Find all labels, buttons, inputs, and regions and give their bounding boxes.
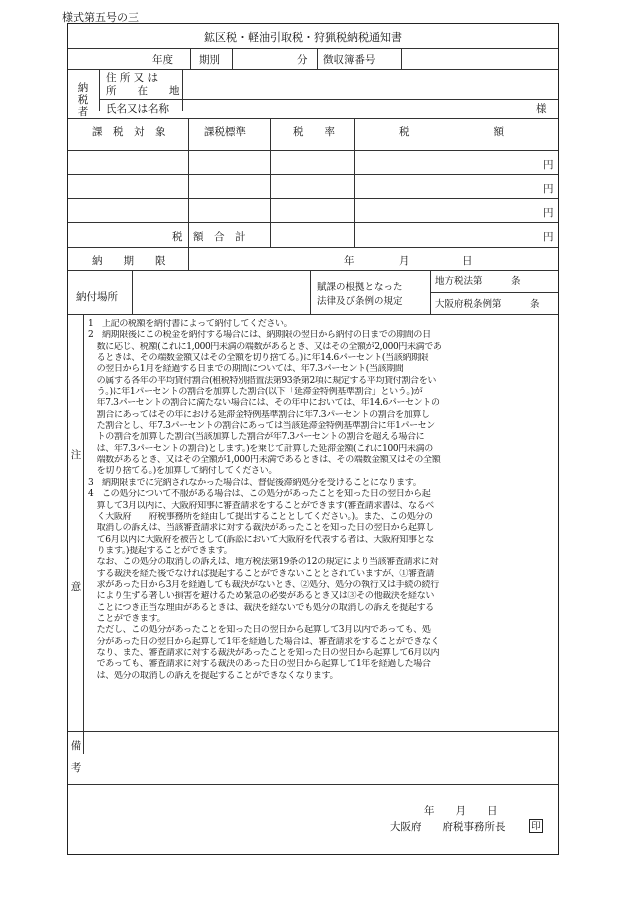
legal-basis-label-line2: 法律及び条例の規定 bbox=[317, 296, 403, 307]
yen-row3: 円 bbox=[543, 207, 554, 219]
osaka-ordinance-article: 大阪府税条例第 条 bbox=[435, 299, 540, 310]
note-line: ただし、この処分があったことを知った日の翌日から起算して3月以内であっても、処 bbox=[88, 625, 431, 636]
column-tax-object: 課 税 対 象 bbox=[92, 126, 166, 138]
note-line: 4 この処分について不服がある場合は、この処分があったことを知った日の翌日から起 bbox=[88, 489, 431, 500]
year-label: 年度 bbox=[152, 54, 173, 66]
collection-number-label: 徴収簿番号 bbox=[323, 54, 376, 66]
deadline-year: 年 bbox=[344, 255, 355, 267]
address-label-line1: 住 所 又 は bbox=[106, 72, 159, 84]
note-line: する裁決を経た後でなければ提起することができないこととされていますが、①審査請 bbox=[88, 568, 435, 579]
note-line: 割合にあってはその年における延滞金特例基準割合に年7.3パーセントの割合を加算し bbox=[88, 409, 430, 420]
note-line: ことにつき正当な理由があるときは、裁決を経ないでも処分の取消しの訴えを提起する bbox=[88, 602, 434, 613]
deadline-month: 月 bbox=[399, 255, 410, 267]
column-tax-rate: 税 率 bbox=[293, 126, 335, 138]
legal-basis-label-line1: 賦課の根拠となった bbox=[317, 282, 403, 293]
note-line: は、年7.3パーセントの割合)とします。)を乗じて計算した延滞金額(これに100円未満の bbox=[88, 443, 433, 454]
form-code: 様式第五号の三 bbox=[62, 11, 139, 24]
notes-label-2: 意 bbox=[70, 581, 82, 593]
note-line: トの割合を加算した割合(当該加算した割合が年7.3パーセントの割合を超える場合に bbox=[88, 432, 425, 443]
note-line: 分があった日の翌日から起算して1年を経過した場合は、審査請求をすることができなく bbox=[88, 636, 440, 647]
total-label: 税 額 合 計 bbox=[172, 231, 246, 243]
local-tax-law-article: 地方税法第 条 bbox=[435, 276, 521, 287]
taxpayer-section-label: 納税者 bbox=[77, 82, 89, 118]
note-line: て6月以内に大阪府を被告として(訴訟において大阪府を代表する者は、大阪府知事とな bbox=[88, 534, 434, 545]
note-line: 算して3月以内に、大阪府知事に審査請求をすることができます(審査請求書は、なるべ bbox=[88, 500, 434, 511]
note-line: は、処分の取消しの訴えを提起することができなくなります。 bbox=[88, 670, 339, 681]
issuer: 大阪府 府税事務所長 bbox=[390, 821, 506, 833]
remarks-label-2: 考 bbox=[70, 762, 82, 774]
note-line: く大阪府 府税事務所を経由して提出することとしてください。)。また、この処分の bbox=[88, 511, 433, 522]
note-line: により生ずる著しい損害を避けるため緊急の必要があるとき又は③その他裁決を経ない bbox=[88, 591, 435, 602]
column-tax-amount: 税 額 bbox=[399, 126, 504, 138]
note-line: た割合とし、年7.3パーセントの割合にあっては当該延滞金特例基準割合に年1パーセン bbox=[88, 421, 435, 432]
yen-row2: 円 bbox=[543, 183, 554, 195]
note-line: 1 上記の税額を納付書によって納付してください。 bbox=[88, 319, 293, 329]
note-line: なお、この処分の取消しの訴えは、地方税法第19条の12の規定により当該審査請求に対 bbox=[88, 557, 439, 568]
name-label: 氏名又は名称 bbox=[106, 103, 169, 115]
note-line: なり、また、審査請求に対する裁決があったことを知った日の翌日から起算して6月以内 bbox=[88, 647, 440, 658]
honorific-sama: 様 bbox=[536, 103, 547, 115]
remarks-label-1: 備 bbox=[70, 740, 82, 752]
note-line: の属する各年の平均貸付割合(租税特別措置法第93条第2項に規定する平均貸付割合をい bbox=[88, 375, 436, 386]
note-line: 取消しの訴えは、当該審査請求に対する裁決があったことを知った日の翌日から起算し bbox=[88, 523, 434, 534]
note-line: 端数があるとき、又はその全額が1,000円未満であるときは、その端数金額又はその全額 bbox=[88, 455, 441, 466]
note-line: ことができます。 bbox=[88, 613, 166, 624]
deadline-day: 日 bbox=[462, 255, 473, 267]
issue-date: 年 月 日 bbox=[424, 805, 498, 817]
deadline-label: 納 期 限 bbox=[92, 255, 166, 267]
note-line: を切り捨てる。)を加算して納付してください。 bbox=[88, 466, 277, 477]
period-label: 期別 bbox=[199, 54, 220, 66]
address-label-line2: 所 在 地 bbox=[106, 85, 180, 97]
note-line: の翌日から1月を経過する日までの期間については、年7.3パーセント(当該期間 bbox=[88, 364, 404, 375]
payment-place-label: 納付場所 bbox=[76, 291, 118, 303]
minute-label: 分 bbox=[297, 54, 308, 66]
column-tax-base: 課税標準 bbox=[204, 126, 246, 138]
note-line: 3 納期限までに完納されなかった場合は、督促後滞納処分を受けることになります。 bbox=[88, 477, 422, 488]
notes-body bbox=[88, 319, 554, 682]
yen-row1: 円 bbox=[543, 159, 554, 171]
seal-mark: 印 bbox=[529, 819, 543, 833]
note-line: ります。)提起することができます。 bbox=[88, 545, 233, 556]
note-line: 数に応じ、税額(これに1,000円未満の端数があるとき、又はその全額が2,000円未満であ bbox=[88, 341, 442, 352]
note-line: 2 納期限後にこの税金を納付する場合には、納期限の翌日から納付の日までの期間の日 bbox=[88, 330, 431, 341]
note-line: う。)に年1パーセントの割合を加算した割合(以下「延滞金特例基準割合」という。)が bbox=[88, 387, 423, 398]
form-title: 鉱区税・軽油引取税・狩猟税納税通知書 bbox=[204, 31, 402, 44]
note-line: るときは、その端数金額又はその全額を切り捨てる。)に年14.6パーセント(当該納期限 bbox=[88, 353, 429, 364]
yen-total: 円 bbox=[543, 231, 554, 243]
note-line: であっても、審査請求に対する裁決のあった日の翌日から起算して1年を経過した場合 bbox=[88, 659, 431, 670]
note-line: 年7.3パーセントの割合に満たない場合には、その年中においては、年14.6パーセントの bbox=[88, 398, 440, 409]
note-line: 求があった日から3月を経過しても裁決がないとき、②処分、処分の執行又は手続の続行 bbox=[88, 579, 439, 590]
notes-label-1: 注 bbox=[70, 449, 82, 461]
